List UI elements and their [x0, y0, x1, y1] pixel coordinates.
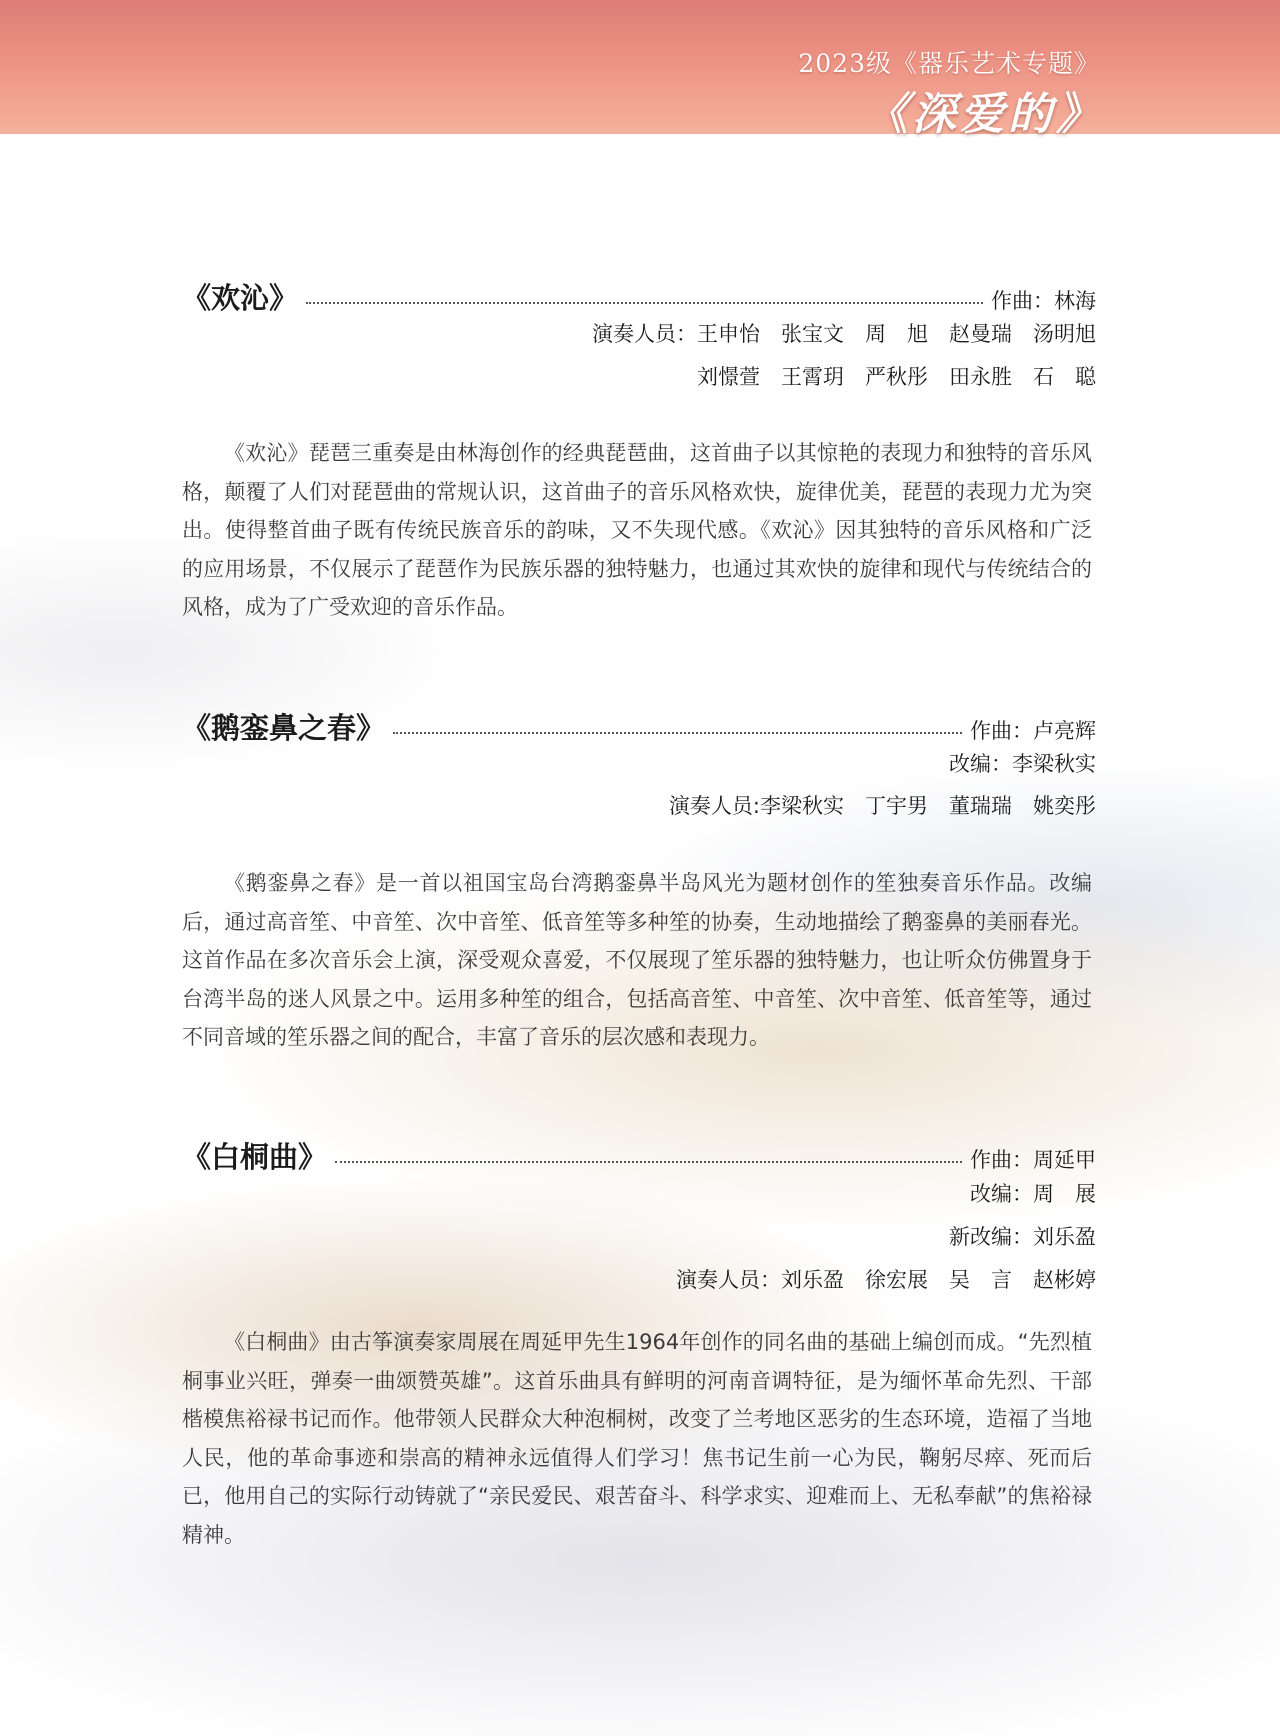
performers-line: 演奏人员：王申怡 张宝文 周 旭 赵曼瑞 汤明旭 — [592, 322, 1096, 346]
piece-title-row — [182, 276, 1096, 316]
piece-title: 《白桐曲》 — [182, 1140, 328, 1174]
dotted-leader — [335, 1160, 962, 1163]
piece-title: 《鹅銮鼻之春》 — [182, 711, 386, 745]
piece-description: 《鹅銮鼻之春》是一首以祖国宝岛台湾鹅銮鼻半岛风光为题材创作的笙独奏音乐作品。改编后，通过高音笙、中音笙、次中音笙、低音笙等多种笙的协奏，生动地描绘了鹅銮鼻的美丽春光。这首作品在多次音乐会上演，深受观众喜爱，不仅展现了笙乐器的独特魅力，也让听众仿佛置身于台湾半岛的迷人风景之中。运用多种笙的组合，包括高音笙、中音笙、次中音笙、低音笙等，通过不同音域的笙乐器之间的配合，丰富了音乐的层次感和表现力。 — [182, 871, 1092, 1049]
performers-line: 演奏人员:李梁秋实 丁宇男 董瑞瑞 姚奕彤 — [668, 794, 1096, 818]
dotted-leader — [393, 731, 962, 734]
piece-title: 《欢沁》 — [182, 281, 299, 315]
arranger-credit: 改编：周 展 — [970, 1182, 1096, 1206]
new-arranger-credit: 新改编：刘乐盈 — [949, 1225, 1096, 1249]
composer-credit: 作曲：卢亮辉 — [970, 719, 1096, 743]
piece-title-row — [182, 1135, 1096, 1175]
performers-line: 刘憬萱 王霄玥 严秋彤 田永胜 石 聪 — [697, 365, 1096, 389]
header-title: 《深爱的》 — [864, 89, 1104, 140]
composer-credit: 作曲：周延甲 — [970, 1148, 1096, 1172]
piece-description: 《欢沁》琵琶三重奏是由林海创作的经典琵琶曲，这首曲子以其惊艳的表现力和独特的音乐风格，颠覆了人们对琵琶曲的常规认识，这首曲子的音乐风格欢快，旋律优美，琵琶的表现力尤为突出。使得整首曲子既有传统民族音乐的韵味，又不失现代感。《欢沁》因其独特的音乐风格和广泛的应用场景，不仅展示了琵琶作为民族乐器的独特魅力，也通过其欢快的旋律和现代与传统结合的风格，成为了广受欢迎的音乐作品。 — [182, 441, 1092, 619]
performers-line: 演奏人员：刘乐盈 徐宏展 吴 言 赵彬婷 — [676, 1268, 1096, 1292]
dotted-leader — [306, 301, 983, 304]
composer-credit: 作曲：林海 — [991, 289, 1096, 313]
header-subtitle: 2023级《器乐艺术专题》 — [798, 49, 1100, 78]
arranger-credit: 改编：李梁秋实 — [949, 752, 1096, 776]
piece-title-row — [182, 706, 1096, 746]
piece-description: 《白桐曲》由古筝演奏家周展在周延甲先生1964年创作的同名曲的基础上编创而成。“先烈植桐事业兴旺，弹奏一曲颂赞英雄”。这首乐曲具有鲜明的河南音调特征，是为缅怀革命先烈、干部楷模焦裕禄书记而作。他带领人民群众大种泡桐树，改变了兰考地区恶劣的生态环境，造福了当地人民，他的革命事迹和崇高的精神永远值得人们学习！焦书记生前一心为民，鞠躬尽瘁、死而后已，他用自己的实际行动铸就了“亲民爱民、艰苦奋斗、科学求实、迎难而上、无私奉献”的焦裕禄精神。 — [182, 1330, 1092, 1547]
